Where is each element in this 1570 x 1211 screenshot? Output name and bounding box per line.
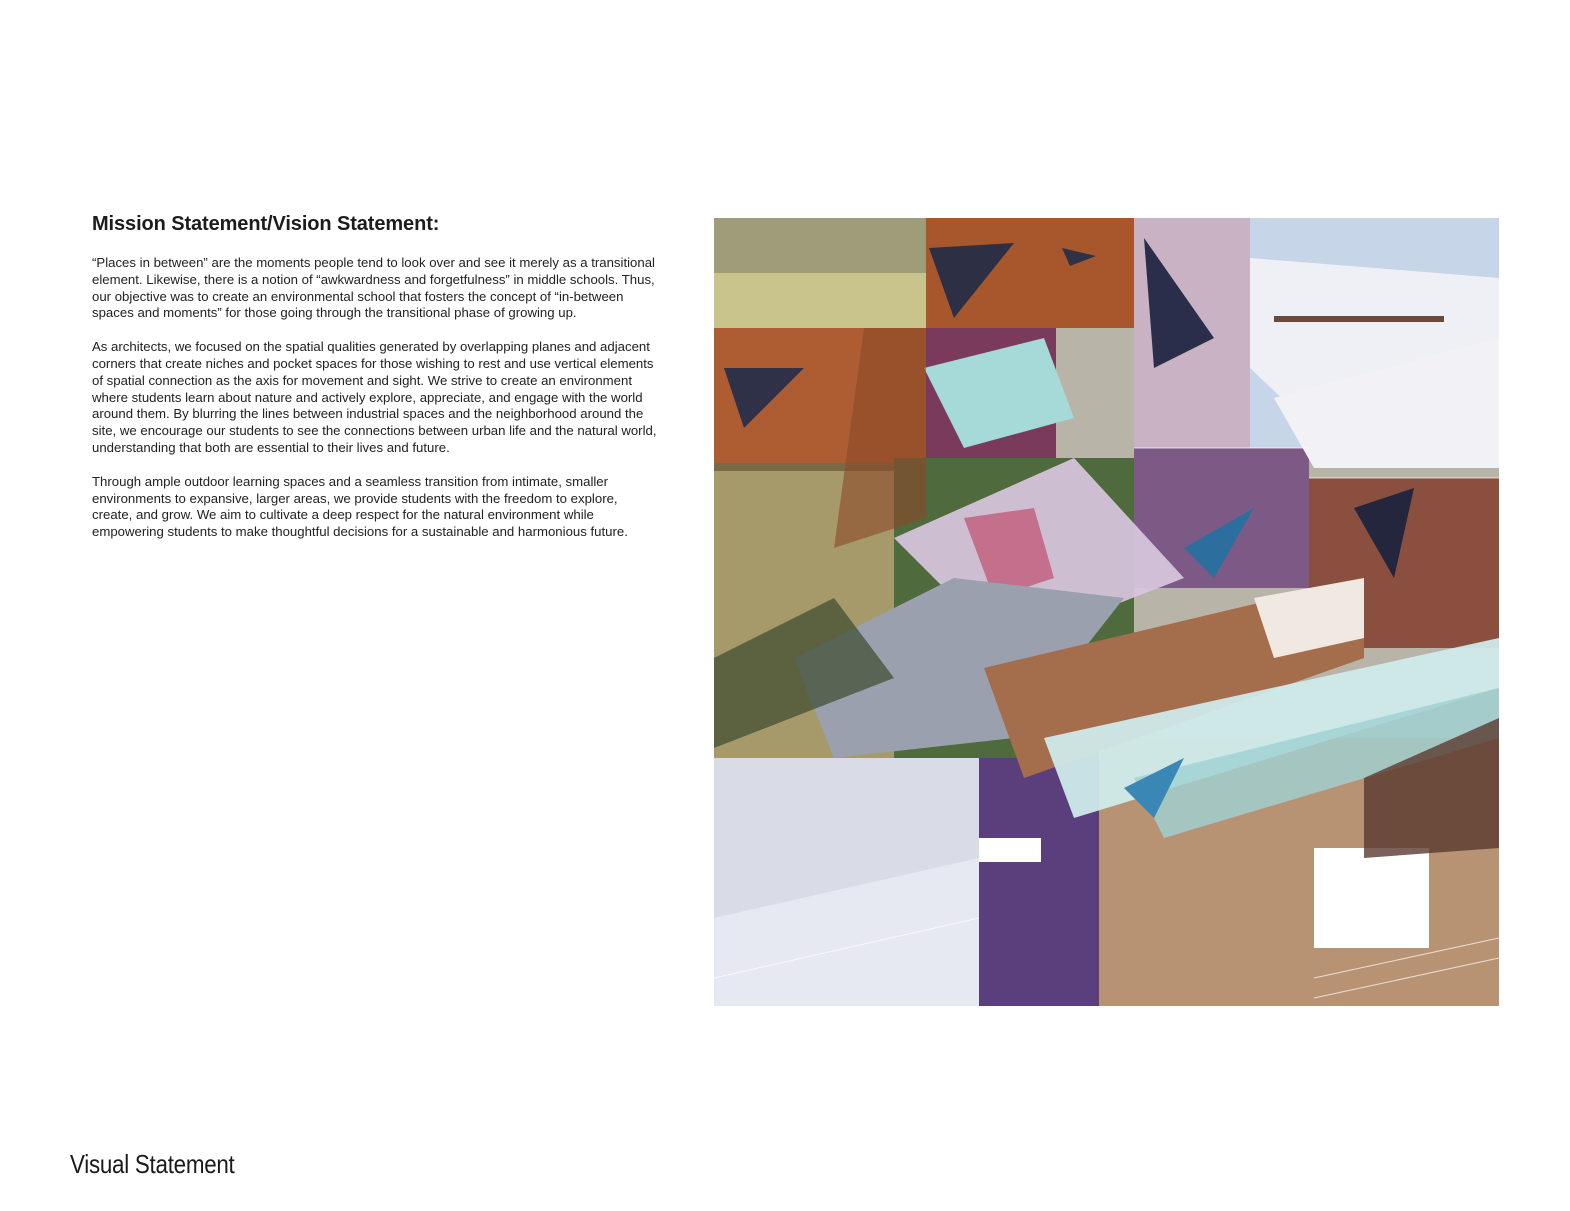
mission-paragraph-1: “Places in between” are the moments people tend to look over and see it merely as a transitional element. Likewise, there is a notion of “awkwardness and forgetfulness” in middle schools. Thus, our objective was to create an environmental school that fosters the concept of “in-between spaces and moments” for those going through the transitional phase of growing up.	[92, 255, 655, 321]
architectural-collage-image	[714, 218, 1499, 1006]
mission-heading: Mission Statement/Vision Statement:	[92, 213, 440, 235]
collage-white-panel	[1314, 848, 1429, 948]
collage-roof-line	[1274, 316, 1444, 322]
collage-tile-yellow-band	[714, 273, 926, 328]
mission-paragraph-2: As architects, we focused on the spatial qualities generated by overlapping planes and adjacent corners that create niches and pocket spaces for those wishing to rest and use vertical elements of spatial connection as the axis for movement and sight. We strive to create an environment where students learn about nature and actively explore, appreciate, and engage with the world around them. By blurring the lines between industrial spaces and the neighborhood around the site, we encourage our students to see the connections between urban life and the natural world, understanding that both are essential to their lives and future.	[92, 339, 657, 455]
collage-artwork	[714, 218, 1499, 1006]
visual-statement-title: Visual Statement	[70, 1149, 235, 1179]
mission-text-block	[92, 213, 657, 558]
collage-white-strip	[979, 838, 1041, 862]
mission-paragraph-3: Through ample outdoor learning spaces and a seamless transition from intimate, smaller environments to expansive, larger areas, we provide students with the freedom to explore, create, and grow. We aim to cultivate a deep respect for the natural environment while empowering students to make thoughtful decisions for a sustainable and harmonious future.	[92, 473, 628, 540]
